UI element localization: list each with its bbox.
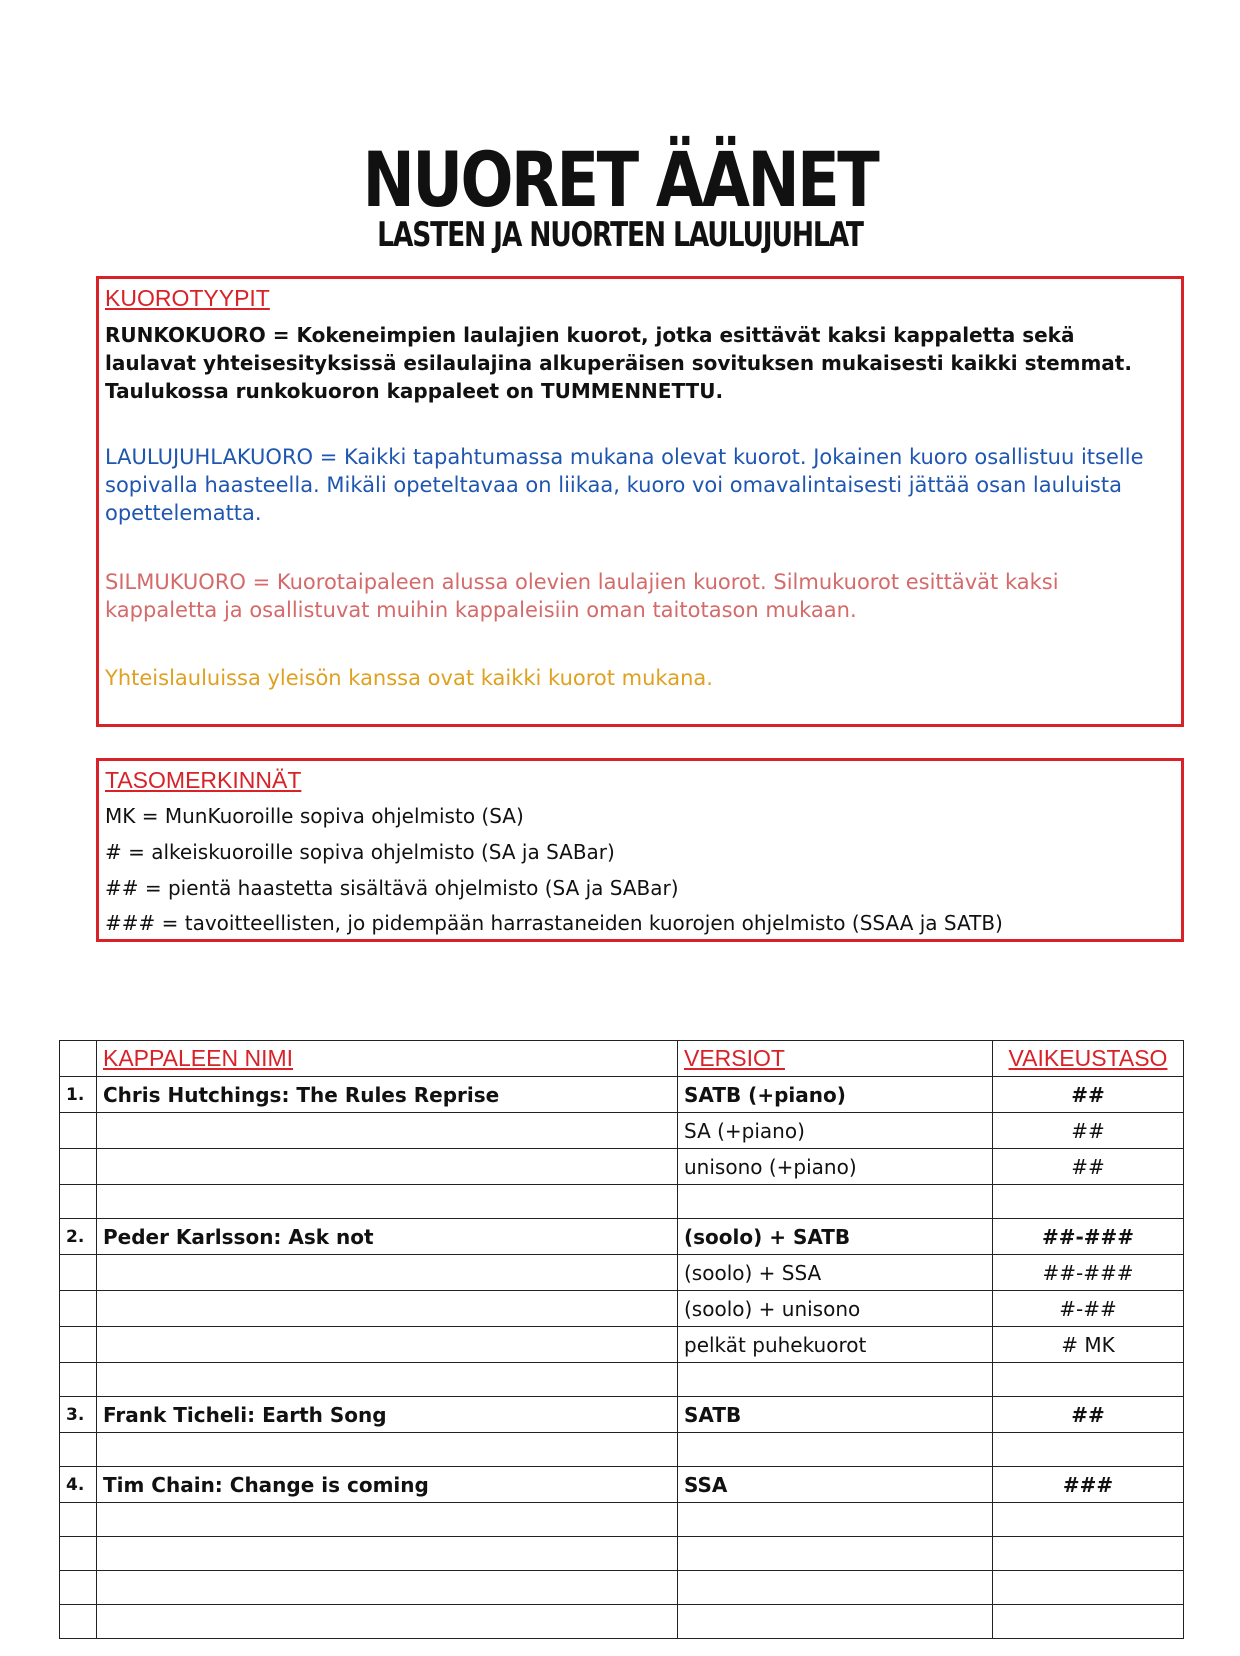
level-marking-line: ## = pientä haastetta sisältävä ohjelmisto (SA ja SABar)	[105, 876, 679, 900]
row-number-cell	[60, 1433, 97, 1467]
version-cell: (soolo) + SATB	[678, 1219, 993, 1255]
header-level-cell: VAIKEUSTASO	[993, 1041, 1184, 1077]
version-cell	[678, 1571, 993, 1605]
row-number-cell	[60, 1291, 97, 1327]
version-cell: unisono (+piano)	[678, 1149, 993, 1185]
row-number-cell	[60, 1255, 97, 1291]
table-row	[60, 1467, 1184, 1503]
version-cell	[678, 1363, 993, 1397]
row-number-cell	[60, 1537, 97, 1571]
level-cell	[993, 1537, 1184, 1571]
row-number-cell: 1.	[60, 1077, 97, 1113]
level-marking-line: ### = tavoitteellisten, jo pidempään harrastaneiden kuorojen ohjelmisto (SSAA ja SATB)	[105, 911, 1003, 935]
level-cell	[993, 1571, 1184, 1605]
version-cell: SA (+piano)	[678, 1113, 993, 1149]
version-cell	[678, 1537, 993, 1571]
level-cell	[993, 1433, 1184, 1467]
row-number-cell: 3.	[60, 1397, 97, 1433]
table-row	[60, 1327, 1184, 1363]
version-cell: SSA	[678, 1467, 993, 1503]
table-row	[60, 1077, 1184, 1113]
row-number-cell: 2.	[60, 1219, 97, 1255]
table-row	[60, 1185, 1184, 1219]
version-cell: SATB	[678, 1397, 993, 1433]
song-name-cell	[97, 1113, 678, 1149]
level-cell: # MK	[993, 1327, 1184, 1363]
level-marking-line: MK = MunKuoroille sopiva ohjelmisto (SA)	[105, 804, 524, 828]
song-name-cell	[97, 1327, 678, 1363]
version-cell: pelkät puhekuorot	[678, 1327, 993, 1363]
choir-types-heading: KUOROTYYPIT	[105, 285, 270, 311]
song-name-cell: Tim Chain: Change is coming	[97, 1467, 678, 1503]
table-row	[60, 1433, 1184, 1467]
level-cell	[993, 1363, 1184, 1397]
song-name-cell	[97, 1291, 678, 1327]
runkokuoro-description: RUNKOKUORO = Kokeneimpien laulajien kuorot, jotka esittävät kaksi kappaletta sekä laulavat yhteisesityksissä esilaulajina alkuperäisen sovituksen mukaisesti kaikki stemmat. Taulukossa runkokuoron kappaleet on TUMMENNETTU.	[105, 323, 1132, 403]
row-number-cell	[60, 1571, 97, 1605]
row-number-cell	[60, 1185, 97, 1219]
table-row	[60, 1503, 1184, 1537]
header-name-cell: KAPPALEEN NIMI	[97, 1041, 678, 1077]
table-row	[60, 1149, 1184, 1185]
level-cell: ##-###	[993, 1219, 1184, 1255]
header-num-cell	[60, 1041, 97, 1077]
version-cell	[678, 1605, 993, 1639]
song-name-cell	[97, 1605, 678, 1639]
level-cell: ##	[993, 1077, 1184, 1113]
level-cell	[993, 1185, 1184, 1219]
song-name-cell: Peder Karlsson: Ask not	[97, 1219, 678, 1255]
level-marking-line: # = alkeiskuoroille sopiva ohjelmisto (SA ja SABar)	[105, 840, 615, 864]
row-number-cell: 4.	[60, 1467, 97, 1503]
song-name-cell	[97, 1537, 678, 1571]
level-cell: #-##	[993, 1291, 1184, 1327]
header-versions-cell: VERSIOT	[678, 1041, 993, 1077]
table-row	[60, 1605, 1184, 1639]
page-subtitle: LASTEN JA NUORTEN LAULUJUHLAT	[377, 215, 863, 255]
song-name-cell: Frank Ticheli: Earth Song	[97, 1397, 678, 1433]
laulujuhlakuoro-description: LAULUJUHLAKUORO = Kaikki tapahtumassa mukana olevat kuorot. Jokainen kuoro osallistuu itselle sopivalla haasteella. Mikäli opeteltavaa on liikaa, kuoro voi omavalintaisesti jättää osan lauluista opettelematta.	[105, 445, 1144, 525]
row-number-cell	[60, 1149, 97, 1185]
level-cell: ##	[993, 1113, 1184, 1149]
version-cell	[678, 1433, 993, 1467]
silmukuoro-description: SILMUKUORO = Kuorotaipaleen alussa olevien laulajien kuorot. Silmukuorot esittävät kaksi kappaletta ja osallistuvat muihin kappaleisiin oman taitotason mukaan.	[105, 570, 1059, 622]
table-row	[60, 1363, 1184, 1397]
row-number-cell	[60, 1503, 97, 1537]
song-name-cell	[97, 1571, 678, 1605]
level-cell: ##	[993, 1397, 1184, 1433]
version-cell	[678, 1503, 993, 1537]
song-name-cell	[97, 1149, 678, 1185]
song-name-cell: Chris Hutchings: The Rules Reprise	[97, 1077, 678, 1113]
song-name-cell	[97, 1255, 678, 1291]
table-row	[60, 1537, 1184, 1571]
table-row	[60, 1571, 1184, 1605]
page-title: NUORET ÄÄNET	[362, 135, 878, 224]
level-cell: ##-###	[993, 1255, 1184, 1291]
song-name-cell	[97, 1503, 678, 1537]
table-row	[60, 1219, 1184, 1255]
table-row	[60, 1255, 1184, 1291]
song-name-cell	[97, 1185, 678, 1219]
row-number-cell	[60, 1605, 97, 1639]
level-cell	[993, 1605, 1184, 1639]
song-name-cell	[97, 1433, 678, 1467]
song-name-cell	[97, 1363, 678, 1397]
version-cell: (soolo) + unisono	[678, 1291, 993, 1327]
level-cell: ###	[993, 1467, 1184, 1503]
table-header-row	[60, 1041, 1184, 1077]
level-markings-box	[96, 758, 1184, 942]
version-cell: SATB (+piano)	[678, 1077, 993, 1113]
table-row	[60, 1291, 1184, 1327]
choir-types-box	[96, 276, 1184, 727]
row-number-cell	[60, 1327, 97, 1363]
song-table	[59, 1040, 1184, 1639]
table-row	[60, 1113, 1184, 1149]
yhteislaulu-description: Yhteislauluissa yleisön kanssa ovat kaikki kuorot mukana.	[105, 666, 713, 690]
row-number-cell	[60, 1113, 97, 1149]
level-markings-heading: TASOMERKINNÄT	[105, 767, 302, 793]
version-cell	[678, 1185, 993, 1219]
version-cell: (soolo) + SSA	[678, 1255, 993, 1291]
table-row	[60, 1397, 1184, 1433]
page-header	[0, 135, 1240, 255]
row-number-cell	[60, 1363, 97, 1397]
level-cell	[993, 1503, 1184, 1537]
level-cell: ##	[993, 1149, 1184, 1185]
